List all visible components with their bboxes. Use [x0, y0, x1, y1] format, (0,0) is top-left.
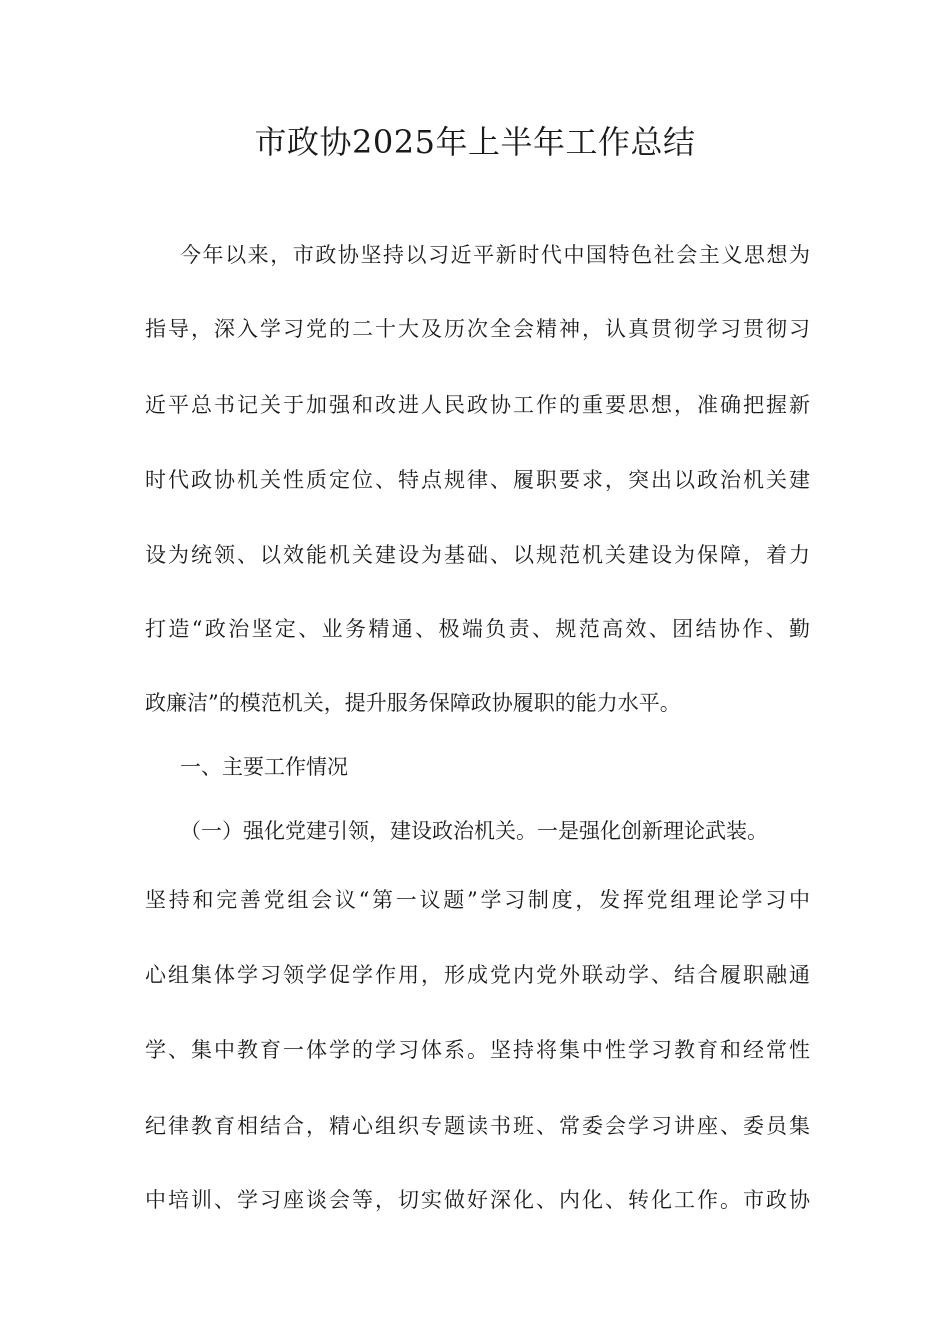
paragraph-line: 中培训、学习座谈会等，切实做好深化、内化、转化工作。市政协 — [145, 1188, 810, 1212]
paragraph-line: 心组集体学习领学促学作用，形成党内党外联动学、结合履职融通 — [145, 963, 810, 987]
paragraph-line: 打造“政治坚定、业务精通、极端负责、规范高效、团结协作、勤 — [145, 617, 810, 641]
paragraph-line: 坚持和完善党组会议“第一议题”学习制度，发挥党组理论学习中 — [145, 888, 810, 912]
paragraph-line: 政廉洁”的模范机关，提升服务保障政协履职的能力水平。 — [145, 691, 681, 715]
paragraph-line: （一）强化党建引领，建设政治机关。一是强化创新理论武装。 — [180, 819, 768, 843]
paragraph-line: 设为统领、以效能机关建设为基础、以规范机关建设为保障，着力 — [145, 543, 810, 567]
paragraph-line: 学、集中教育一体学的学习体系。坚持将集中性学习教育和经常性 — [145, 1038, 810, 1062]
paragraph-line: 指导，深入学习党的二十大及历次全会精神，认真贯彻学习贯彻习 — [145, 317, 810, 341]
document-title: 市政协2025年上半年工作总结 — [254, 123, 696, 161]
paragraph-line: 近平总书记关于加强和改进人民政协工作的重要思想，准确把握新 — [145, 393, 810, 417]
paragraph-line: 今年以来，市政协坚持以习近平新时代中国特色社会主义思想为 — [180, 243, 810, 267]
paragraph-line: 纪律教育相结合，精心组织专题读书班、常委会学习讲座、委员集 — [145, 1114, 810, 1138]
section-heading: 一、主要工作情况 — [180, 755, 348, 779]
paragraph-line: 时代政协机关性质定位、特点规律、履职要求，突出以政治机关建 — [145, 468, 810, 492]
